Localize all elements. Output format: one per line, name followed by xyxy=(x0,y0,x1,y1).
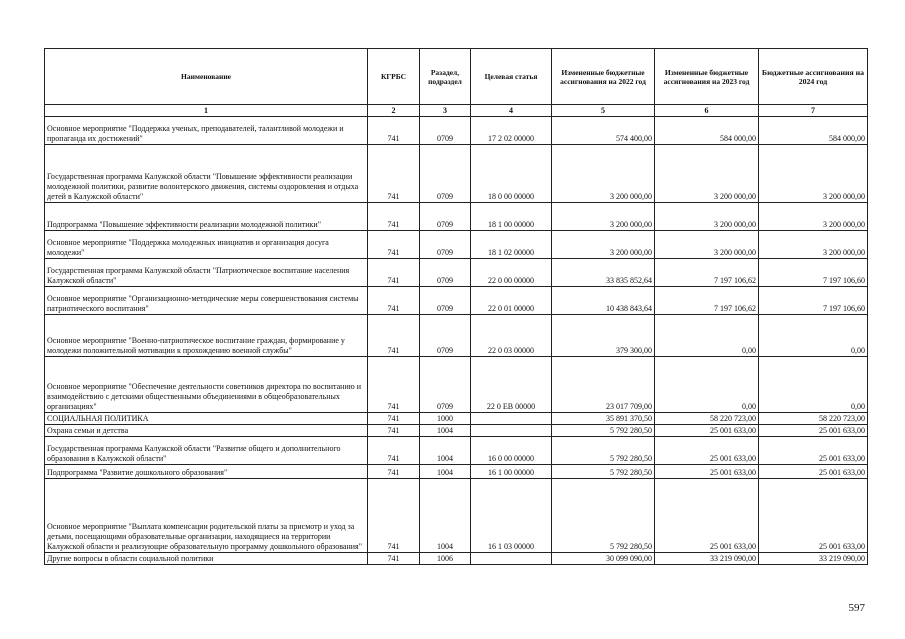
row-target: 18 1 02 00000 xyxy=(471,231,552,259)
row-target: 18 0 00 00000 xyxy=(471,145,552,203)
row-2024: 0,00 xyxy=(759,357,868,413)
column-number: 6 xyxy=(655,105,759,117)
row-target: 22 0 ЕВ 00000 xyxy=(471,357,552,413)
row-kgrbs: 741 xyxy=(368,413,420,425)
row-2022: 3 200 000,00 xyxy=(552,145,655,203)
row-target xyxy=(471,425,552,437)
row-target: 22 0 00 00000 xyxy=(471,259,552,287)
row-2024: 7 197 106,60 xyxy=(759,287,868,315)
row-name: Основное мероприятие "Выплата компенсации родительской платы за присмотр и уход за детьми, посещающими образовательные организации, находящиеся на территории Калужской области и реализующие образовательную программу дошкольного образования" xyxy=(45,479,368,553)
header-kgrbs: КГРБС xyxy=(368,49,420,105)
row-2024: 3 200 000,00 xyxy=(759,203,868,231)
column-number: 1 xyxy=(45,105,368,117)
row-name: Государственная программа Калужской области "Повышение эффективности реализации молодежной политики, развитие волонтерского движения, системы оздоровления и отдыха детей в Калужской области" xyxy=(45,145,368,203)
row-2023: 3 200 000,00 xyxy=(655,145,759,203)
column-number: 2 xyxy=(368,105,420,117)
row-2024: 0,00 xyxy=(759,315,868,357)
column-number: 5 xyxy=(552,105,655,117)
table-row xyxy=(45,117,868,145)
row-target xyxy=(471,413,552,425)
row-2022: 33 835 852,64 xyxy=(552,259,655,287)
row-section: 1006 xyxy=(420,553,471,565)
table-row xyxy=(45,425,868,437)
header-2023: Измененные бюджетные ассигнования на 2023 год xyxy=(655,49,759,105)
column-number: 3 xyxy=(420,105,471,117)
header-name: Наименование xyxy=(45,49,368,105)
row-2024: 25 001 633,00 xyxy=(759,437,868,465)
row-name: Основное мероприятие "Поддержка ученых, преподавателей, талантливой молодежи и пропаганда их достижений" xyxy=(45,117,368,145)
row-name: Основное мероприятие "Обеспечение деятельности советников директора по воспитанию и взаимодействию с детскими общественными объединениями в общеобразовательных организациях" xyxy=(45,357,368,413)
header-row xyxy=(45,49,868,105)
row-2023: 3 200 000,00 xyxy=(655,203,759,231)
row-name: СОЦИАЛЬНАЯ ПОЛИТИКА xyxy=(45,413,368,425)
row-section: 0709 xyxy=(420,315,471,357)
row-name: Государственная программа Калужской области "Патриотическое воспитание населения Калужской области" xyxy=(45,259,368,287)
row-section: 1004 xyxy=(420,465,471,479)
row-2024: 58 220 723,00 xyxy=(759,413,868,425)
row-2022: 574 400,00 xyxy=(552,117,655,145)
row-kgrbs: 741 xyxy=(368,437,420,465)
row-kgrbs: 741 xyxy=(368,479,420,553)
table-row xyxy=(45,145,868,203)
row-2023: 0,00 xyxy=(655,357,759,413)
table-row xyxy=(45,231,868,259)
row-target: 22 0 03 00000 xyxy=(471,315,552,357)
row-2024: 3 200 000,00 xyxy=(759,145,868,203)
row-name: Основное мероприятие "Военно-патриотическое воспитание граждан, формирование у молодежи положительной мотивации к прохождению военной службы" xyxy=(45,315,368,357)
row-target xyxy=(471,553,552,565)
row-section: 1004 xyxy=(420,425,471,437)
row-2023: 0,00 xyxy=(655,315,759,357)
header-target: Целевая статья xyxy=(471,49,552,105)
table-row xyxy=(45,357,868,413)
column-number-row xyxy=(45,105,868,117)
header-section: Разадел, подраздел xyxy=(420,49,471,105)
row-section: 1004 xyxy=(420,437,471,465)
row-2023: 25 001 633,00 xyxy=(655,425,759,437)
row-target: 16 1 00 00000 xyxy=(471,465,552,479)
row-target: 18 1 00 00000 xyxy=(471,203,552,231)
row-kgrbs: 741 xyxy=(368,287,420,315)
row-name: Основное мероприятие "Поддержка молодежных инициатив и организация досуга молодежи" xyxy=(45,231,368,259)
table-row xyxy=(45,413,868,425)
row-2023: 7 197 106,62 xyxy=(655,259,759,287)
column-number: 4 xyxy=(471,105,552,117)
table-row xyxy=(45,479,868,553)
row-2024: 33 219 090,00 xyxy=(759,553,868,565)
row-name: Другие вопросы в области социальной политики xyxy=(45,553,368,565)
page-number: 597 xyxy=(848,602,865,614)
row-name: Подпрограмма "Развитие дошкольного образования" xyxy=(45,465,368,479)
row-section: 1004 xyxy=(420,479,471,553)
row-2023: 58 220 723,00 xyxy=(655,413,759,425)
row-2024: 3 200 000,00 xyxy=(759,231,868,259)
table-row xyxy=(45,203,868,231)
row-2022: 3 200 000,00 xyxy=(552,231,655,259)
column-number: 7 xyxy=(759,105,868,117)
row-section: 0709 xyxy=(420,117,471,145)
row-name: Охрана семьи и детства xyxy=(45,425,368,437)
row-2022: 379 300,00 xyxy=(552,315,655,357)
row-2023: 33 219 090,00 xyxy=(655,553,759,565)
row-2022: 23 017 709,00 xyxy=(552,357,655,413)
table-row xyxy=(45,287,868,315)
header-2024: Бюджетные ассигнования на 2024 год xyxy=(759,49,868,105)
row-2023: 7 197 106,62 xyxy=(655,287,759,315)
row-2022: 30 099 090,00 xyxy=(552,553,655,565)
table-row xyxy=(45,465,868,479)
row-kgrbs: 741 xyxy=(368,231,420,259)
row-section: 1000 xyxy=(420,413,471,425)
header-2022: Измененные бюджетные ассигнования на 2022 год xyxy=(552,49,655,105)
row-2024: 25 001 633,00 xyxy=(759,465,868,479)
row-2023: 3 200 000,00 xyxy=(655,231,759,259)
table-row xyxy=(45,437,868,465)
table-row xyxy=(45,315,868,357)
row-name: Государственная программа Калужской области "Развитие общего и дополнительного образования в Калужской области" xyxy=(45,437,368,465)
row-2023: 25 001 633,00 xyxy=(655,479,759,553)
row-target: 22 0 01 00000 xyxy=(471,287,552,315)
row-kgrbs: 741 xyxy=(368,315,420,357)
row-2022: 5 792 280,50 xyxy=(552,479,655,553)
row-section: 0709 xyxy=(420,259,471,287)
row-section: 0709 xyxy=(420,357,471,413)
row-2024: 7 197 106,60 xyxy=(759,259,868,287)
table-row xyxy=(45,259,868,287)
row-kgrbs: 741 xyxy=(368,259,420,287)
row-2023: 25 001 633,00 xyxy=(655,437,759,465)
row-target: 16 0 00 00000 xyxy=(471,437,552,465)
row-2024: 584 000,00 xyxy=(759,117,868,145)
row-2022: 5 792 280,50 xyxy=(552,465,655,479)
table-row xyxy=(45,553,868,565)
row-name: Основное мероприятие "Организационно-методические меры совершенствования системы патриотического воспитания" xyxy=(45,287,368,315)
row-kgrbs: 741 xyxy=(368,465,420,479)
row-kgrbs: 741 xyxy=(368,553,420,565)
row-section: 0709 xyxy=(420,287,471,315)
row-section: 0709 xyxy=(420,203,471,231)
row-kgrbs: 741 xyxy=(368,203,420,231)
row-2024: 25 001 633,00 xyxy=(759,479,868,553)
row-kgrbs: 741 xyxy=(368,117,420,145)
row-2024: 25 001 633,00 xyxy=(759,425,868,437)
budget-table xyxy=(44,48,868,565)
row-target: 16 1 03 00000 xyxy=(471,479,552,553)
row-kgrbs: 741 xyxy=(368,425,420,437)
row-target: 17 2 02 00000 xyxy=(471,117,552,145)
row-2022: 5 792 280,50 xyxy=(552,425,655,437)
row-2022: 10 438 843,64 xyxy=(552,287,655,315)
row-2022: 5 792 280,50 xyxy=(552,437,655,465)
row-name: Подпрограмма "Повышение эффективности реализации молодежной политики" xyxy=(45,203,368,231)
row-kgrbs: 741 xyxy=(368,357,420,413)
row-2023: 584 000,00 xyxy=(655,117,759,145)
row-2022: 3 200 000,00 xyxy=(552,203,655,231)
row-section: 0709 xyxy=(420,231,471,259)
row-section: 0709 xyxy=(420,145,471,203)
row-kgrbs: 741 xyxy=(368,145,420,203)
row-2022: 35 891 370,50 xyxy=(552,413,655,425)
row-2023: 25 001 633,00 xyxy=(655,465,759,479)
